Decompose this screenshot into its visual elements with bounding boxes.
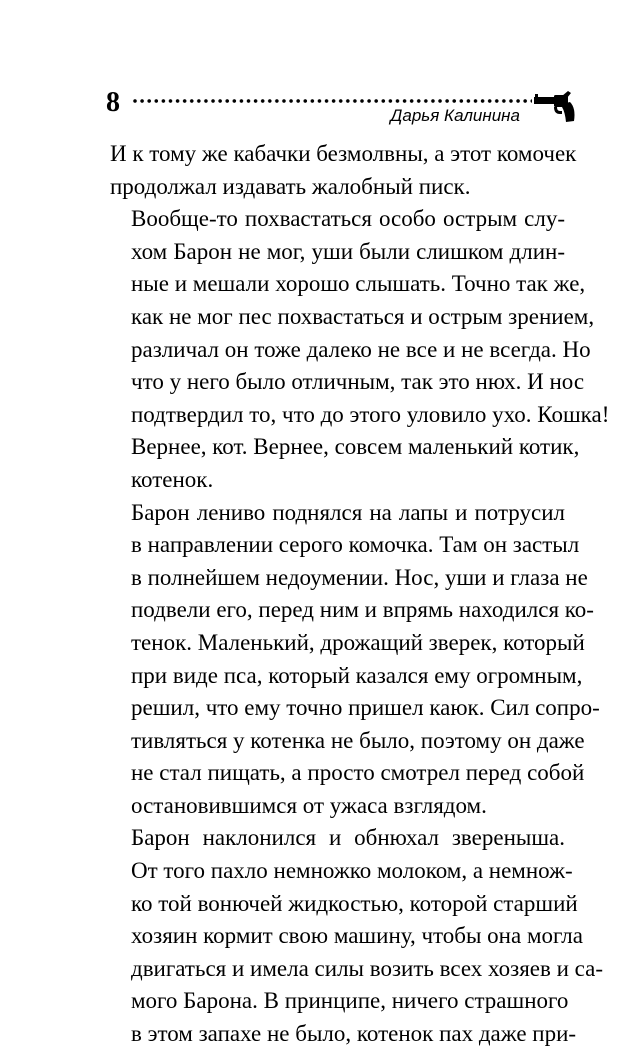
- text-line: решил, что ему точно пришел каюк. Сил сопро-: [131, 695, 600, 721]
- paragraph: [110, 138, 577, 203]
- page-number: 8: [106, 87, 120, 118]
- text-line: От того пахло немножко молоком, а немнож-: [131, 858, 573, 884]
- text-line: в полнейшем недоумении. Нос, уши и глаза не: [131, 564, 588, 590]
- running-head-author: Дарья Калинина: [390, 106, 520, 125]
- text-line: различал он тоже далеко не все и не всегда. Но: [131, 336, 591, 362]
- text-line: тенок. Маленький, дрожащий зверек, который: [131, 629, 585, 655]
- pistol-icon: [532, 88, 578, 124]
- page-header: [0, 0, 640, 140]
- text-line: хом Барон не мог, уши были слишком длин-: [131, 238, 565, 264]
- text-line: остановившимся от ужаса взглядом.: [131, 792, 487, 818]
- text-line: Барон наклонился и обнюхал звереныша.: [131, 825, 565, 851]
- text-line: что у него было отличным, так это нюх. И нос: [131, 369, 585, 395]
- text-line: не стал пищать, а просто смотрел перед собой: [131, 760, 585, 786]
- text-line: хозяин кормит свою машину, чтобы она могла: [131, 923, 583, 949]
- text-line: тивляться у котенка не было, поэтому он даже: [131, 727, 585, 753]
- text-line: при виде пса, который казался ему огромным,: [131, 662, 583, 688]
- text-line: ные и мешали хорошо слышать. Точно так же,: [131, 271, 586, 297]
- paragraph: [110, 203, 610, 496]
- text-line: продолжал издавать жалобный писк.: [110, 173, 471, 199]
- text-line: ко той вонючей жидкостью, которой старший: [131, 890, 578, 916]
- text-line: Вернее, кот. Вернее, совсем маленький котик,: [131, 434, 580, 460]
- text-line: как не мог пес похвастаться и острым зрением,: [131, 303, 595, 329]
- body-text: [110, 138, 610, 1051]
- paragraph: [110, 822, 604, 1050]
- text-line: в этом запахе не было, котенок пах даже при-: [131, 1021, 577, 1047]
- header-dotted-rule: [132, 98, 532, 104]
- paragraph: [110, 497, 600, 823]
- text-line: Вообще-то похвастаться особо острым слу-: [131, 206, 565, 232]
- text-line: Барон лениво поднялся на лапы и потрусил: [131, 499, 565, 525]
- text-line: в направлении серого комочка. Там он застыл: [131, 532, 580, 558]
- text-line: двигаться и имела силы возить всех хозяев и са-: [131, 955, 604, 981]
- text-line: подвели его, перед ним и впрямь находился ко-: [131, 597, 594, 623]
- text-line: котенок.: [131, 466, 214, 492]
- text-line: подтвердил то, что до этого уловило ухо. Кошка!: [131, 401, 610, 427]
- text-line: И к тому же кабачки безмолвны, а этот комочек: [110, 141, 577, 166]
- text-line: мого Барона. В принципе, ничего страшного: [131, 988, 569, 1014]
